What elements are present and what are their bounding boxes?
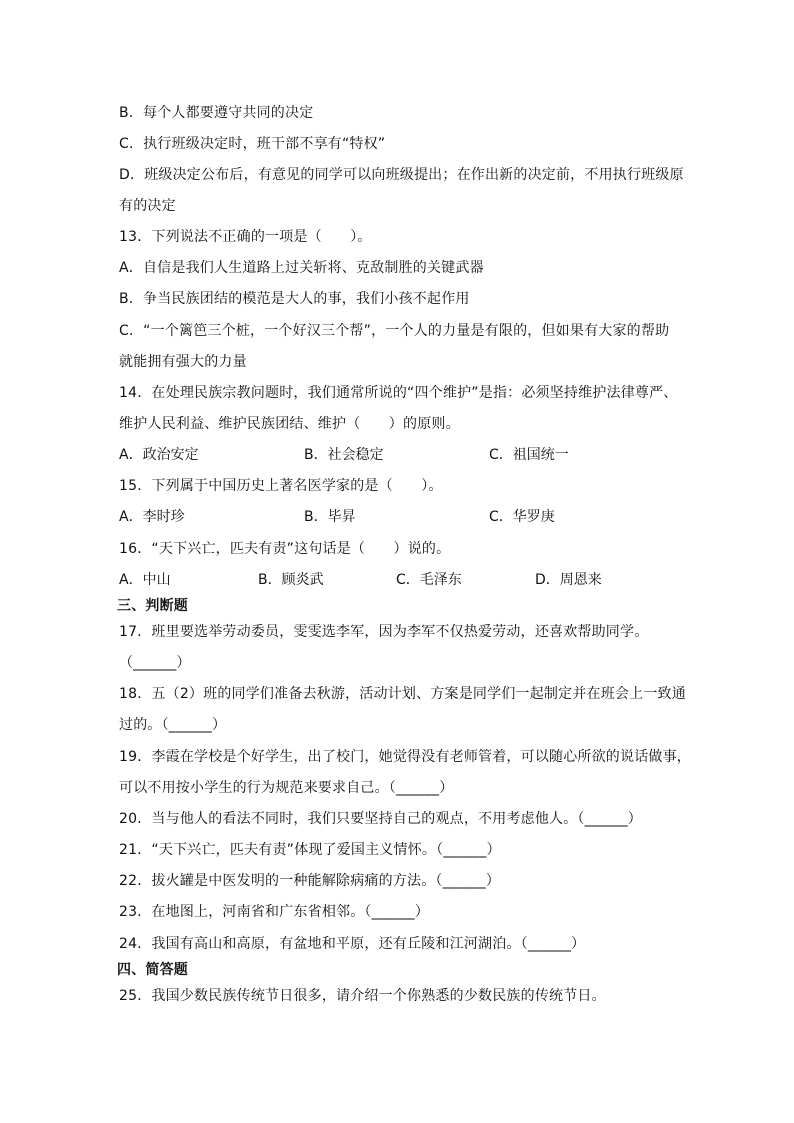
- q16-option-c: C．毛泽东: [396, 572, 462, 588]
- question-13: 13．下列说法不正确的一项是（ ）。: [119, 229, 372, 245]
- q13-option-a: A．自信是我们人生道路上过关斩将、克敌制胜的关键武器: [119, 260, 484, 276]
- section-4-heading: 四、简答题: [117, 962, 188, 978]
- q13-option-c: C．“一个篱笆三个桩，一个好汉三个帮”，一个人的力量是有限的，但如果有大家的帮助: [119, 323, 670, 339]
- question-24: 24．我国有高山和高原，有盆地和平原，还有丘陵和江河湖泊。（______）: [119, 936, 586, 952]
- q12-option-b: B．每个人都要遵守共同的决定: [119, 105, 314, 121]
- question-16: 16．“天下兴亡，匹夫有责”这句话是（ ）说的。: [119, 541, 451, 557]
- question-18-cont: 过的。（______）: [119, 717, 227, 733]
- q15-option-a: A．李时珍: [119, 509, 185, 525]
- question-14: 14．在处理民族宗教问题时，我们通常所说的“四个维护”是指：必须坚持维护法律尊严、: [119, 385, 678, 401]
- q16-option-d: D．周恩来: [535, 572, 602, 588]
- q13-option-c-cont: 就能拥有强大的力量: [119, 354, 247, 370]
- question-19-cont: 可以不用按小学生的行为规范来要求自己。（______）: [119, 780, 454, 796]
- question-25: 25．我国少数民族传统节日很多，请介绍一个你熟悉的少数民族的传统节日。: [119, 988, 606, 1004]
- question-17: 17．班里要选举劳动委员，雯雯选李军，因为李军不仅热爱劳动，还喜欢帮助同学。: [119, 624, 649, 640]
- q16-option-a: A．中山: [119, 572, 171, 588]
- q12-option-d: D．班级决定公布后，有意见的同学可以向班级提出；在作出新的决定前，不用执行班级原: [119, 167, 684, 183]
- question-15: 15．下列属于中国历史上著名医学家的是（ ）。: [119, 478, 443, 494]
- q13-option-b: B．争当民族团结的模范是大人的事，我们小孩不起作用: [119, 291, 470, 307]
- q16-option-b: B．顾炎武: [258, 572, 324, 588]
- q12-option-c: C．执行班级决定时，班干部不享有“特权”: [119, 136, 386, 152]
- q14-option-a: A．政治安定: [119, 447, 199, 463]
- q12-option-d-cont: 有的决定: [119, 198, 176, 214]
- question-17-blank: （______）: [119, 655, 191, 671]
- question-14-cont: 维护人民利益、维护民族团结、维护（ ）的原则。: [119, 416, 460, 432]
- q14-option-c: C．祖国统一: [489, 447, 569, 463]
- question-19: 19．李霞在学校是个好学生，出了校门，她觉得没有老师管着，可以随心所欲的说话做事，: [119, 749, 692, 765]
- question-20: 20．当与他人的看法不同时，我们只要坚持自己的观点，不用考虑他人。（______）: [119, 811, 643, 827]
- question-22: 22．拔火罐是中医发明的一种能解除病痛的方法。（______）: [119, 873, 501, 889]
- question-23: 23．在地图上，河南省和广东省相邻。（______）: [119, 904, 430, 920]
- q14-option-b: B．社会稳定: [304, 447, 384, 463]
- question-18: 18．五（2）班的同学们准备去秋游，活动计划、方案是同学们一起制定并在班会上一致通: [119, 686, 686, 702]
- question-21: 21．“天下兴亡，匹夫有责”体现了爱国主义情怀。（______）: [119, 842, 501, 858]
- section-3-heading: 三、判断题: [117, 598, 188, 614]
- q15-option-c: C．华罗庚: [489, 509, 555, 525]
- q15-option-b: B．毕昇: [304, 509, 356, 525]
